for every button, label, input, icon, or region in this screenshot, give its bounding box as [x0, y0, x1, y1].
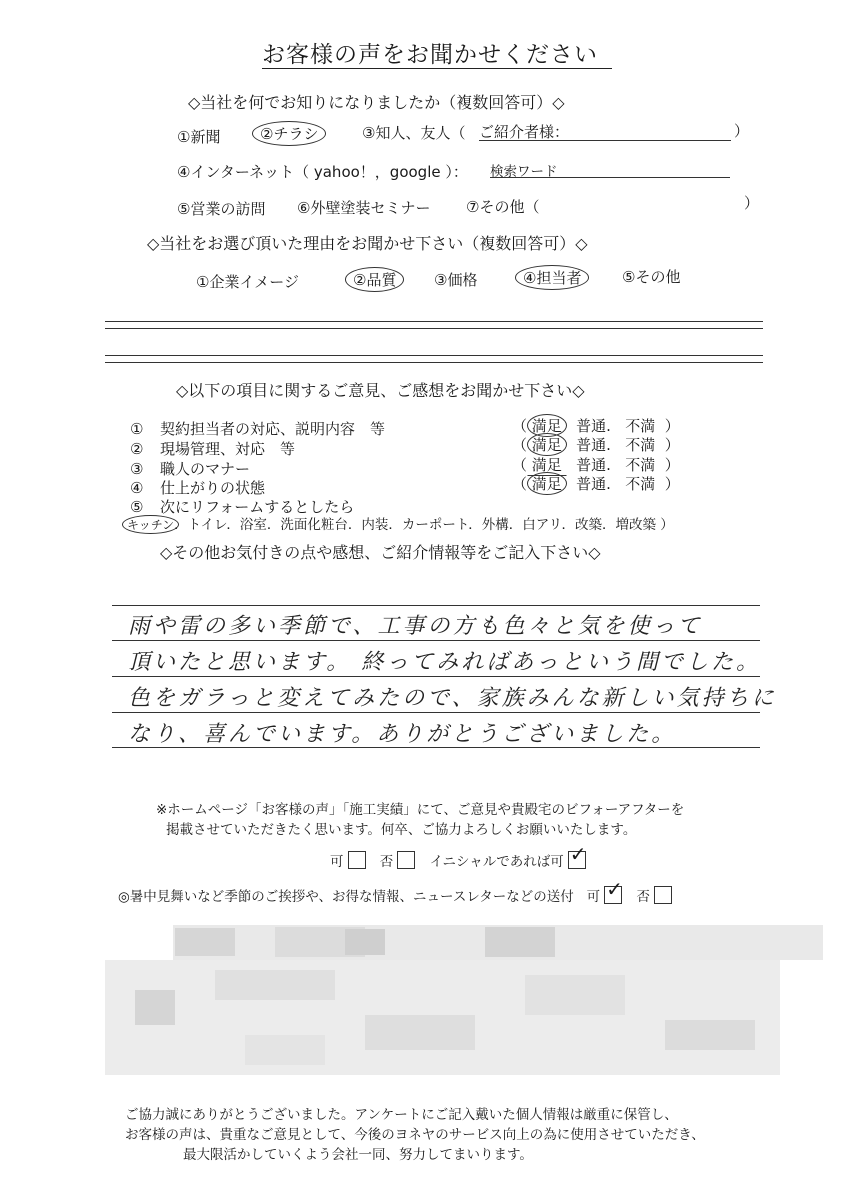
- rating-bad[interactable]: 不満: [625, 475, 656, 493]
- q3-item-4-label: 仕上がりの状態: [160, 479, 266, 497]
- publish-initial-checkbox[interactable]: [568, 842, 587, 869]
- q1-option-seminar[interactable]: ⑥外壁塗装セミナー: [297, 199, 431, 217]
- rating-bad[interactable]: 不満: [625, 417, 656, 435]
- q4-comment-line-2: 頂いたと思います。 終ってみればあっという間でした。: [128, 650, 762, 675]
- q2-option-image[interactable]: ①企業イメージ: [196, 273, 299, 291]
- q2-option-quality[interactable]: [353, 270, 396, 289]
- newsletter-text: ◎暑中見舞いなど季節のご挨拶や、お得な情報、ニュースレターなどの送付: [118, 889, 574, 905]
- q1-option-flyer-label: ②チラシ: [252, 121, 326, 146]
- q3-rating-row-3[interactable]: [512, 454, 680, 475]
- q3-item-2-num: ②: [130, 440, 144, 458]
- q3-item-3: [130, 458, 250, 479]
- q3-item-1: [130, 418, 385, 439]
- publish-ok-checkbox[interactable]: [348, 851, 366, 869]
- q1-heading: ◇当社を何でお知りになりましたか（複数回答可）◇: [188, 93, 565, 112]
- q4-comment-line-4: なり、喜んでいます。ありがとうございました。: [128, 722, 677, 747]
- q3-rating-row-2[interactable]: [512, 434, 680, 455]
- rating-mid[interactable]: 普通.: [576, 475, 611, 493]
- q3-rating-row-1[interactable]: [512, 415, 680, 436]
- footer-line-3: 最大限活かしていくよう会社一同、努力してまいります。: [183, 1147, 533, 1163]
- newsletter-row[interactable]: [118, 877, 682, 905]
- q4-line-3: [112, 712, 760, 713]
- q1-referrer-close: ）: [734, 122, 750, 140]
- publish-no-checkbox[interactable]: [397, 851, 415, 869]
- publish-ok-label: 可: [330, 854, 344, 870]
- q3-item-2: [130, 438, 295, 459]
- redacted-personal-info: [105, 925, 780, 1075]
- newsletter-ok-checkbox[interactable]: [604, 877, 623, 904]
- q3-item-5-label: 次にリフォームするとしたら: [160, 498, 355, 516]
- q2-answer-line-1: [105, 321, 763, 322]
- q1-referrer-label: ご紹介者様：: [479, 123, 570, 141]
- q3-item-2-label: 現場管理、対応 等: [160, 440, 296, 458]
- q4-line-1: [112, 640, 760, 641]
- q3-item-3-label: 職人のマナー: [160, 460, 251, 478]
- rating-close: ）: [664, 417, 680, 435]
- rating-mid[interactable]: 普通.: [576, 456, 611, 474]
- q2-option-other[interactable]: ⑤その他: [622, 268, 681, 286]
- rating-open: （: [512, 456, 528, 474]
- q3-item-1-label: 契約担当者の対応、説明内容 等: [160, 420, 386, 438]
- rating-close: ）: [664, 436, 680, 454]
- q1-option-newspaper[interactable]: ①新聞: [177, 128, 221, 146]
- q2-option-price[interactable]: ③価格: [434, 271, 478, 289]
- q3-heading: ◇以下の項目に関するご意見、ご感想をお聞かせ下さい◇: [176, 381, 585, 400]
- publish-no-label: 否: [379, 854, 394, 870]
- publish-initial-label: イニシャルであれば可: [429, 854, 564, 870]
- q2-option-staff-label: ④担当者: [515, 265, 589, 290]
- q2-option-quality-label: ②品質: [345, 267, 404, 292]
- q1-other-close: ）: [744, 194, 760, 212]
- checkmark-icon: ✓: [569, 842, 587, 866]
- q3-item-4-num: ④: [130, 479, 144, 497]
- q1-option-sales-visit[interactable]: ⑤営業の訪問: [177, 200, 266, 218]
- rating-open: （: [512, 417, 528, 435]
- q1-option-internet[interactable]: ④インターネット（ yahoo！，google ）：: [177, 163, 468, 181]
- footer-line-1: ご協力誠にありがとうございました。アンケートにご記入戴いた個人情報は厳重に保管し、: [125, 1107, 678, 1123]
- rating-bad[interactable]: 不満: [625, 456, 656, 474]
- rating-open: （: [512, 475, 528, 493]
- q1-option-friend[interactable]: ③知人、友人（: [362, 124, 466, 142]
- q1-keyword-label: 検索ワード: [490, 164, 558, 180]
- q2-answer-line-3: [105, 355, 763, 356]
- q3-rating-row-4[interactable]: [512, 473, 680, 494]
- page-title: お客様の声をお聞かせください: [262, 42, 598, 68]
- rating-mid[interactable]: 普通.: [576, 436, 611, 454]
- footer-line-2: お客様の声は、貴重なご意見として、今後のヨネヤのサービス向上の為に使用させていただき、: [125, 1127, 705, 1143]
- q3-item-1-num: ①: [130, 420, 144, 438]
- q1-keyword-line: [490, 177, 730, 178]
- rating-bad[interactable]: 不満: [625, 436, 656, 454]
- q2-option-staff[interactable]: [523, 268, 581, 287]
- rating-close: ）: [664, 456, 680, 474]
- title-underline: [262, 68, 612, 69]
- reform-option-kitchen-selected[interactable]: キッチン: [122, 515, 179, 534]
- q3-item-3-num: ③: [130, 460, 144, 478]
- q4-comment-line-3: 色をガラっと変えてみたので、家族みんな新しい気持ちに: [128, 686, 777, 711]
- q2-answer-line-2: [105, 328, 763, 329]
- q3-item-5-num: ⑤: [130, 498, 144, 516]
- rating-good-selected[interactable]: 満足: [527, 414, 567, 437]
- notice-line-1: ※ホームページ「お客様の声」「施工実績」にて、ご意見や貴殿宅のビフォーアフターを: [156, 802, 685, 818]
- checkmark-icon: ✓: [606, 877, 623, 901]
- reform-options-rest: ．トイレ．浴室．洗面化粧台．内装．カーポート．外構．白アリ．改築．増改築 ）: [174, 517, 674, 533]
- q1-referrer-line: [479, 140, 731, 141]
- q1-option-flyer[interactable]: [260, 124, 318, 143]
- rating-open: （: [512, 436, 528, 454]
- rating-good-selected[interactable]: 満足: [527, 472, 567, 495]
- q3-item-4: [130, 477, 265, 498]
- rating-mid[interactable]: 普通.: [576, 417, 611, 435]
- rating-good-selected[interactable]: 満足: [527, 453, 567, 476]
- q4-comment-line-1: 雨や雷の多い季節で、工事の方も色々と気を使って: [128, 614, 703, 639]
- newsletter-no-checkbox[interactable]: [654, 886, 672, 904]
- rating-close: ）: [664, 475, 680, 493]
- rating-good-selected[interactable]: 満足: [527, 433, 567, 456]
- newsletter-no-label: 否: [636, 889, 650, 905]
- q4-heading: ◇その他お気付きの点や感想、ご紹介情報等をご記入下さい◇: [160, 543, 601, 562]
- q2-answer-line-4: [105, 362, 763, 363]
- newsletter-ok-label: 可: [586, 889, 601, 905]
- q2-heading: ◇当社をお選び頂いた理由をお聞かせ下さい（複数回答可）◇: [147, 234, 588, 253]
- q3-reform-options[interactable]: [127, 513, 674, 533]
- q1-option-other[interactable]: ⑦その他（: [466, 198, 540, 216]
- publish-consent[interactable]: [330, 842, 596, 870]
- q4-line-top: [112, 605, 760, 606]
- q4-line-2: [112, 676, 760, 677]
- notice-line-2: 掲載させていただきたく思います。何卒、ご協力よろしくお願いいたします。: [166, 822, 637, 838]
